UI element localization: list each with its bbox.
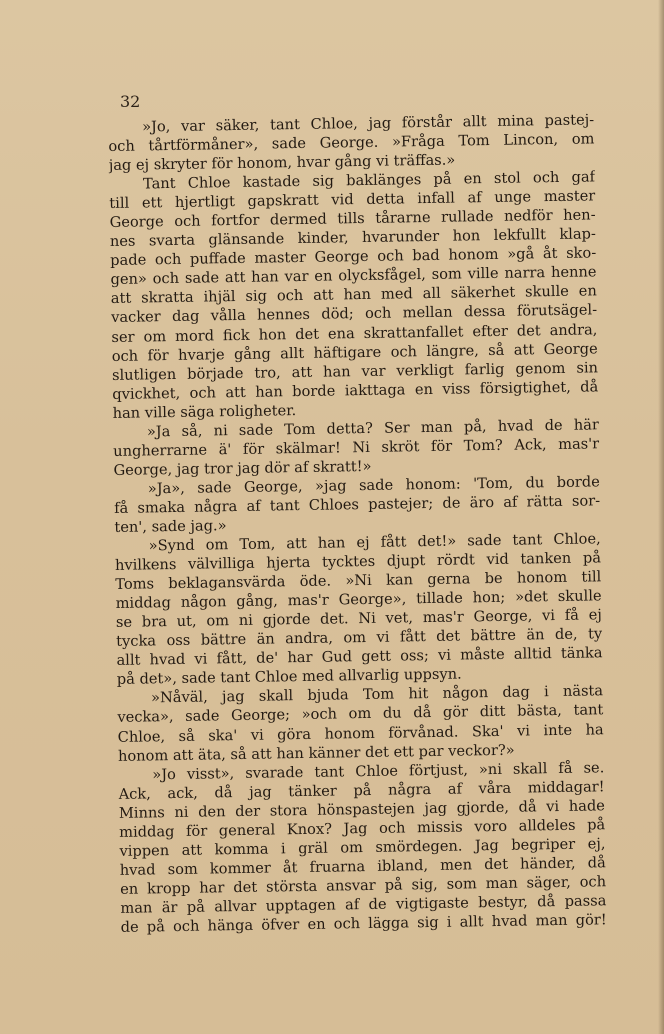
text-line: jag ej skryter för honom, hvar gång vi träffas.» bbox=[108, 151, 456, 175]
text-line: vecka», sade George; »och om du då gör ditt bästa, tant bbox=[117, 701, 604, 727]
text-line: han ville säga roligheter. bbox=[112, 401, 297, 422]
text-line: man är på allvar upptagen af de vigtigaste bestyr, då passa bbox=[120, 892, 607, 917]
text-line: vacker dag vålla hennes död; och mellan dessa förutsägel- bbox=[111, 301, 598, 327]
text-line: middag någon gång, mas'r George», tillade hon; »det skulle bbox=[115, 587, 602, 613]
text-line: gen» och sade att han var en olycksfågel, som ville narra henne bbox=[110, 263, 597, 289]
text-line: en kropp har det största ansvar på sig, som man säger, och bbox=[119, 873, 607, 898]
text-line: Tant Chloe kastade sig baklänges på en stol och gaf bbox=[142, 168, 596, 193]
text-line: Chloe, så ska' vi göra honom förvånad. Ska' vi inte ha bbox=[117, 720, 604, 746]
text-line: slutligen började tro, att han var verkligt farlig genom sin bbox=[111, 358, 599, 384]
text-line: ungherrarne ä' för skälmar! Ni skröt för Tom? Ack, mas'r bbox=[113, 435, 600, 460]
text-line: »Nåväl, jag skall bjuda Tom hit någon dag i nästa bbox=[150, 682, 604, 707]
text-line: att skratta ihjäl sig och att han med all säkerhet skulle en bbox=[110, 282, 597, 308]
text-line: pade och puffade master George och bad honom »gå åt sko- bbox=[110, 244, 597, 270]
text-line: Ack, ack, då jag tänker på några af våra middagar! bbox=[118, 777, 605, 803]
text-line: »Ja», sade George, »jag sade honom: 'Tom, du borde bbox=[147, 473, 600, 498]
text-line: George och fortfor dermed tills tårarne rullade nedför hen- bbox=[109, 206, 596, 232]
text-line: hvilkens välvilliga hjerta tycktes djupt rördt vid tanken på bbox=[114, 549, 602, 575]
text-line: »Ja så, ni sade Tom detta? Ser man på, hvad de här bbox=[146, 416, 600, 441]
text-line: ser om mord fick hon det ena skrattanfallet efter det andra, bbox=[111, 320, 598, 346]
text-line: de på och hänga öfver en och lägga sig i allt hvad man gör! bbox=[120, 911, 607, 936]
text-line: få smaka några af tant Chloes pastejer; de äro af rätta sor- bbox=[113, 492, 601, 517]
text-line: qvickhet, och att han borde iakttaga en viss försigtighet, då bbox=[112, 377, 599, 403]
text-line: Toms beklagansvärda öde. »Ni kan gerna be honom till bbox=[115, 568, 602, 594]
text-line: till ett hjertligt gapskratt vid detta infall af unge master bbox=[109, 187, 596, 213]
text-line: George, jag tror jag dör af skratt!» bbox=[113, 457, 372, 479]
text-line: vippen att komma i gräl om smördegen. Jag begriper ej, bbox=[119, 835, 606, 860]
text-line: och för hvarje gång allt häftigare och längre, så att George bbox=[111, 339, 598, 365]
text-line: »Jo visst», svarade tant Chloe förtjust, »ni skall få se. bbox=[152, 758, 605, 783]
text-line: »Synd om Tom, att han ej fått det!» sade tant Chloe, bbox=[148, 530, 601, 555]
text-line: allt hvad vi fått, de' har Gud gett oss; vi måste alltid tänka bbox=[116, 644, 603, 670]
text-line: honom att äta, så att han känner det ett par veckor?» bbox=[117, 741, 515, 765]
text-line: nes svarta glänsande kinder, hvarunder hon lekfullt klap- bbox=[109, 225, 597, 251]
text-line: tycka oss bättre än andra, om vi fått det bättre än de, ty bbox=[116, 625, 603, 651]
text-line: på det», sade tant Chloe med allvarlig uppsyn. bbox=[116, 665, 462, 689]
page-number: 32 bbox=[120, 92, 141, 111]
text-line: middag för general Knox? Jag och missis voro alldeles på bbox=[119, 816, 606, 841]
text-line: »Jo, var säker, tant Chloe, jag förstår allt mina pastej- bbox=[142, 111, 595, 136]
body-text bbox=[108, 110, 607, 937]
text-line: ten', sade jag.» bbox=[114, 517, 227, 536]
text-line: se bra ut, om ni gjorde det. Ni vet, mas'r George, vi få ej bbox=[115, 606, 603, 632]
text-line: och tårtförmåner», sade George. »Fråga Tom Lincon, om bbox=[108, 130, 595, 156]
text-line: hvad som kommer åt fruarna ibland, men det händer, då bbox=[119, 854, 606, 879]
text-line: Minns ni den der stora hönspastejen jag gjorde, då vi hade bbox=[118, 796, 605, 822]
